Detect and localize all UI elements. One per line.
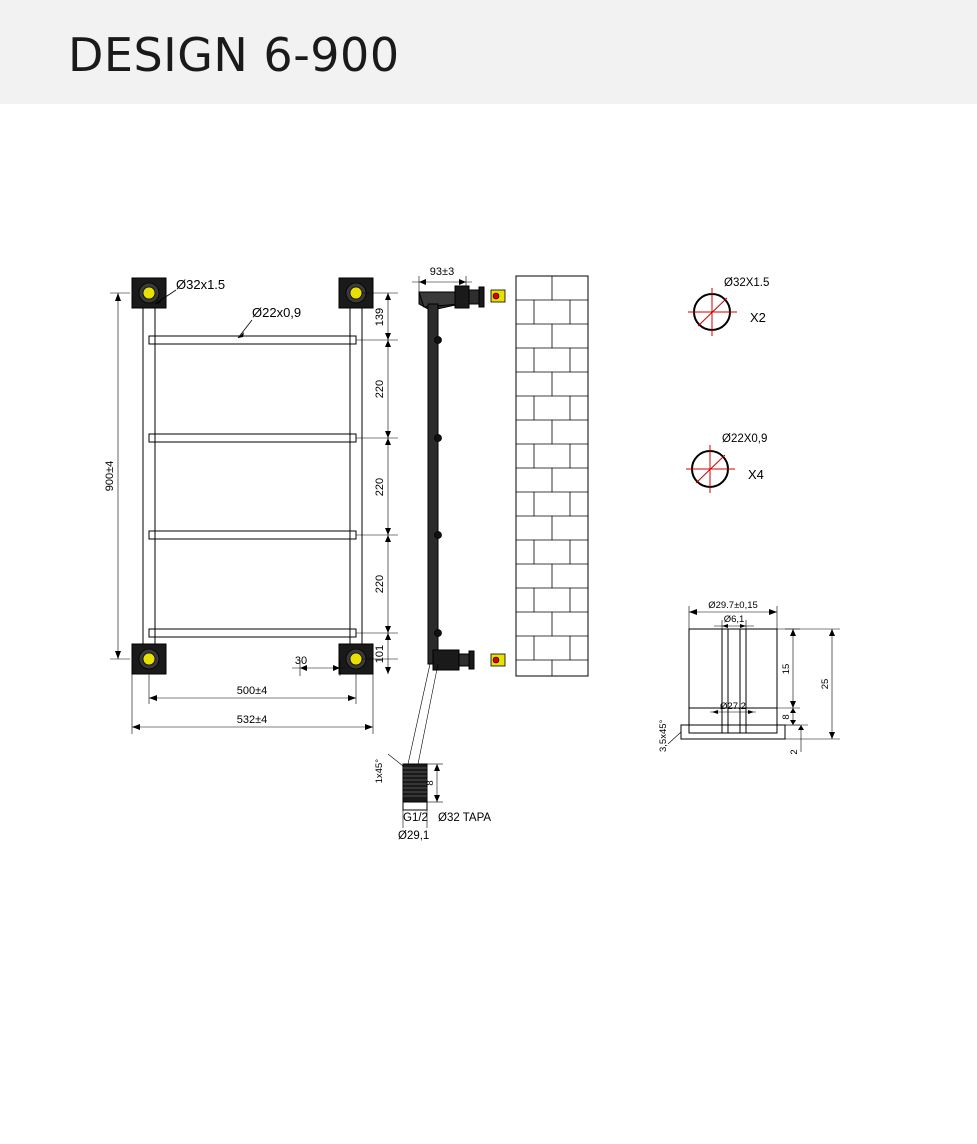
callout-pipe-32: [688, 277, 769, 336]
dim-thread-length: 8: [425, 780, 436, 786]
label-thread-g12: G1/2: [403, 812, 428, 824]
connector-detail: [374, 754, 491, 842]
technical-drawing: [0, 104, 977, 1144]
label-bush-chamfer: 3,5x45°: [658, 719, 669, 752]
label-callout-32-diameter: Ø32X1.5: [724, 277, 770, 289]
label-callout-32-qty: X2: [750, 310, 766, 325]
label-callout-22-diameter: Ø22X0,9: [722, 433, 768, 445]
dim-spacing-1: 220: [374, 379, 386, 399]
dim-bush-inner-diameter: Ø27.2: [720, 701, 746, 712]
side-top-bracket: [455, 286, 505, 308]
callout-pipe-22: [686, 433, 767, 493]
dim-width-inner: 500±4: [236, 685, 268, 697]
dim-bush-height-8: 8: [781, 714, 792, 720]
dim-spacing-3: 220: [374, 574, 386, 594]
dim-width-outer: 532±4: [236, 714, 268, 726]
dim-spacing-2: 220: [374, 477, 386, 497]
wall-section: [516, 276, 588, 676]
page-title: DESIGN 6-900: [68, 28, 400, 82]
side-bottom-bracket: [433, 650, 505, 670]
dim-bush-height-25: 25: [820, 678, 831, 690]
rungs: [149, 336, 356, 637]
label-cap-tapa: Ø32 TAPA: [438, 812, 492, 824]
dim-bottom-gap: 101: [374, 644, 386, 664]
dim-top-gap: 139: [374, 307, 386, 327]
dim-bush-height-15: 15: [781, 663, 792, 675]
drawing-canvas: [0, 104, 977, 1144]
label-rung-pipe: Ø22x0,9: [252, 305, 302, 320]
dim-bush-outer-diameter: Ø29.7±0,15: [708, 600, 758, 611]
dim-offset-30: 30: [294, 655, 308, 667]
side-view: [408, 266, 505, 764]
front-view: [104, 277, 398, 734]
dim-total-height: 900±4: [104, 460, 116, 492]
label-chamfer-1x45: 1x45°: [374, 759, 385, 784]
label-callout-22-qty: X4: [748, 467, 764, 482]
dim-connector-diameter: Ø29,1: [398, 830, 430, 842]
dim-depth: 93±3: [429, 266, 455, 278]
bush-detail: [658, 600, 840, 755]
wall-flanges: [132, 278, 373, 674]
label-vertical-pipe: Ø32x1.5: [176, 277, 226, 292]
dim-bush-bore-small: Ø6,1: [723, 614, 745, 625]
dim-bush-height-2: 2: [789, 749, 800, 755]
